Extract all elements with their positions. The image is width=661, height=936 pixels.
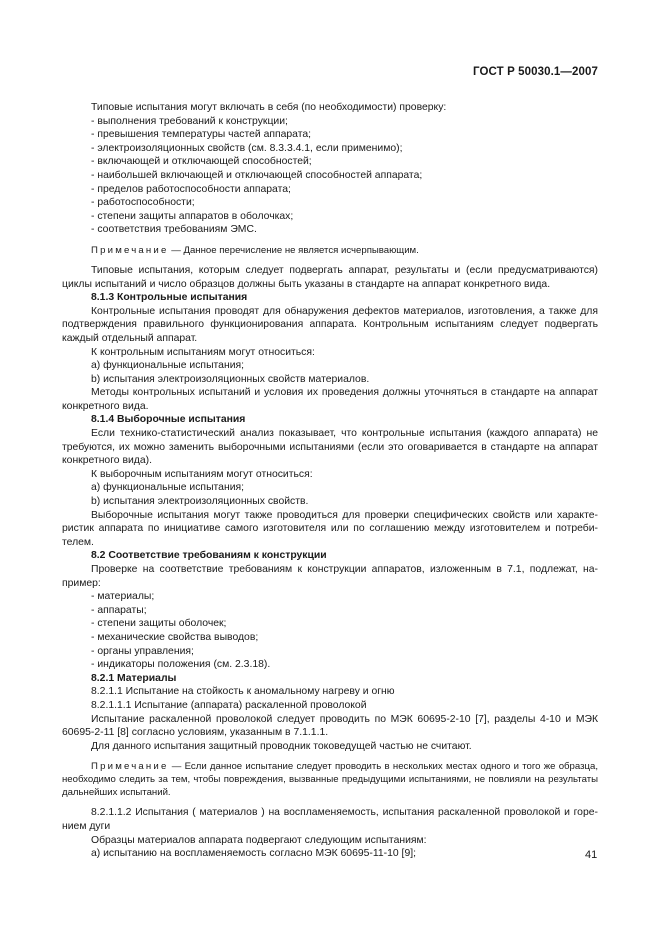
list-item: - степени защиты оболочек; — [91, 618, 227, 630]
paragraph: К выборочным испытаниям могут относиться: — [91, 468, 313, 480]
subsection-heading: 8.2.1.1 Испытание на стойкость к аномальному нагреву и огню — [91, 686, 395, 698]
subsection-heading: 8.2.1.1.1 Испытание (аппарата) раскаленной проволокой — [91, 699, 367, 711]
section-heading: 8.1.4 Выборочные испытания — [91, 414, 246, 426]
list-item: - органы управления; — [91, 645, 194, 657]
paragraph: Типовые испытания, которым следует подвергать аппарат, результаты и (если предусматриваются) циклы испытаний и число образцов должны быть указаны в стандарте на аппарат конкретного вида. — [62, 264, 598, 290]
list-item: - превышения температуры частей аппарата; — [91, 129, 312, 141]
page-number: 41 — [585, 849, 598, 861]
list-item: - соответствия требованиям ЭМС. — [91, 224, 257, 236]
paragraph: Методы контрольных испытаний и условия их проведения должны уточняться в стандарте на аппарат конкретного вида. — [62, 387, 598, 412]
section-heading: 8.2.1 Материалы — [91, 672, 177, 684]
paragraph: Испытание раскаленной проволокой следует проводить по МЭК 60695-2-10 [7], разделы 4-10 и МЭК 60695-2-11 [8] согласно условиям, указанным в 7.1.1.1. — [62, 713, 598, 739]
paragraph: а) испытанию на воспламеняемость согласно МЭК 60695-11-10 [9]; — [91, 848, 416, 860]
list-item: - степени защиты аппаратов в оболочках; — [91, 210, 294, 222]
paragraph: Если технико-статистический анализ показывает, что контрольные испытания (каждого аппарата) не требуются, их можно заменить выборочными испытаниями (если это оговаривается в стандарте на аппарат конкретного вида). — [62, 428, 598, 467]
note — [62, 760, 598, 799]
list-item: - включающей и отключающей способностей; — [91, 156, 312, 168]
note-text: — Данное перечисление не является исчерпывающим. — [168, 244, 419, 256]
list-item: - индикаторы положения (см. 2.3.18). — [91, 659, 271, 671]
note — [62, 244, 598, 257]
list-item: а) функциональные испытания; — [91, 482, 245, 494]
list-item: b) испытания электроизоляционных свойств материалов. — [91, 373, 370, 385]
list-item: - материалы; — [91, 591, 155, 603]
list-item: b) испытания электроизоляционных свойств. — [91, 496, 309, 508]
document-header: ГОСТ Р 50030.1—2007 — [473, 66, 598, 78]
subsection-heading: 8.2.1.1.2 Испытания ( материалов ) на воспламеняемость, испытания раскаленной проволокой и горением дуги — [62, 807, 598, 832]
paragraph: Выборочные испытания могут также проводиться для проверки специфических свойств или характеристик аппарата по инициативе самого изготовителя или по соглашению между изготовителем и потребителем. — [62, 509, 598, 548]
document-body — [62, 101, 598, 861]
note-label: Примечание — [91, 244, 169, 256]
section-heading: 8.1.3 Контрольные испытания — [91, 292, 248, 304]
list-item: - наибольшей включающей и отключающей способностей аппарата; — [91, 169, 423, 181]
paragraph: Для данного испытания защитный проводник токоведущей частью не считают. — [91, 740, 472, 752]
list-item: - пределов работоспособности аппарата; — [91, 183, 291, 195]
note-label: Примечание — [91, 761, 169, 773]
section-heading: 8.2 Соответствие требованиям к конструкции — [91, 550, 327, 562]
list-item: - аппараты; — [91, 604, 147, 616]
paragraph: К контрольным испытаниям могут относиться: — [91, 346, 315, 358]
list-item: а) функциональные испытания; — [91, 360, 245, 372]
list-item: - работоспособности; — [91, 197, 195, 209]
list-item: - выполнения требований к конструкции; — [91, 115, 288, 127]
paragraph: Типовые испытания могут включать в себя (по необходимости) проверку: — [91, 102, 447, 113]
list-item: - механические свойства выводов; — [91, 631, 259, 643]
paragraph: Образцы материалов аппарата подвергают следующим испытаниям: — [91, 834, 427, 846]
paragraph: Контрольные испытания проводят для обнаружения дефектов материалов, изготовления, а также для подтверждения правильного функционирования аппарата. Контрольным испытаниям следует подвергать каждый отдельный аппарат. — [62, 305, 598, 344]
note-text: — Если данное испытание следует проводить в нескольких местах одного и того же образца, необходимо следить за тем, чтобы повреждения, вызванные предыдущими испытаниями, не повлияли на результаты дальнейших испытаний. — [62, 761, 598, 799]
paragraph: Проверке на соответствие требованиям к конструкции аппаратов, изложенным в 7.1, подлежат, например: — [62, 564, 598, 589]
list-item: - электроизоляционных свойств (см. 8.3.3.4.1, если применимо); — [91, 142, 403, 154]
